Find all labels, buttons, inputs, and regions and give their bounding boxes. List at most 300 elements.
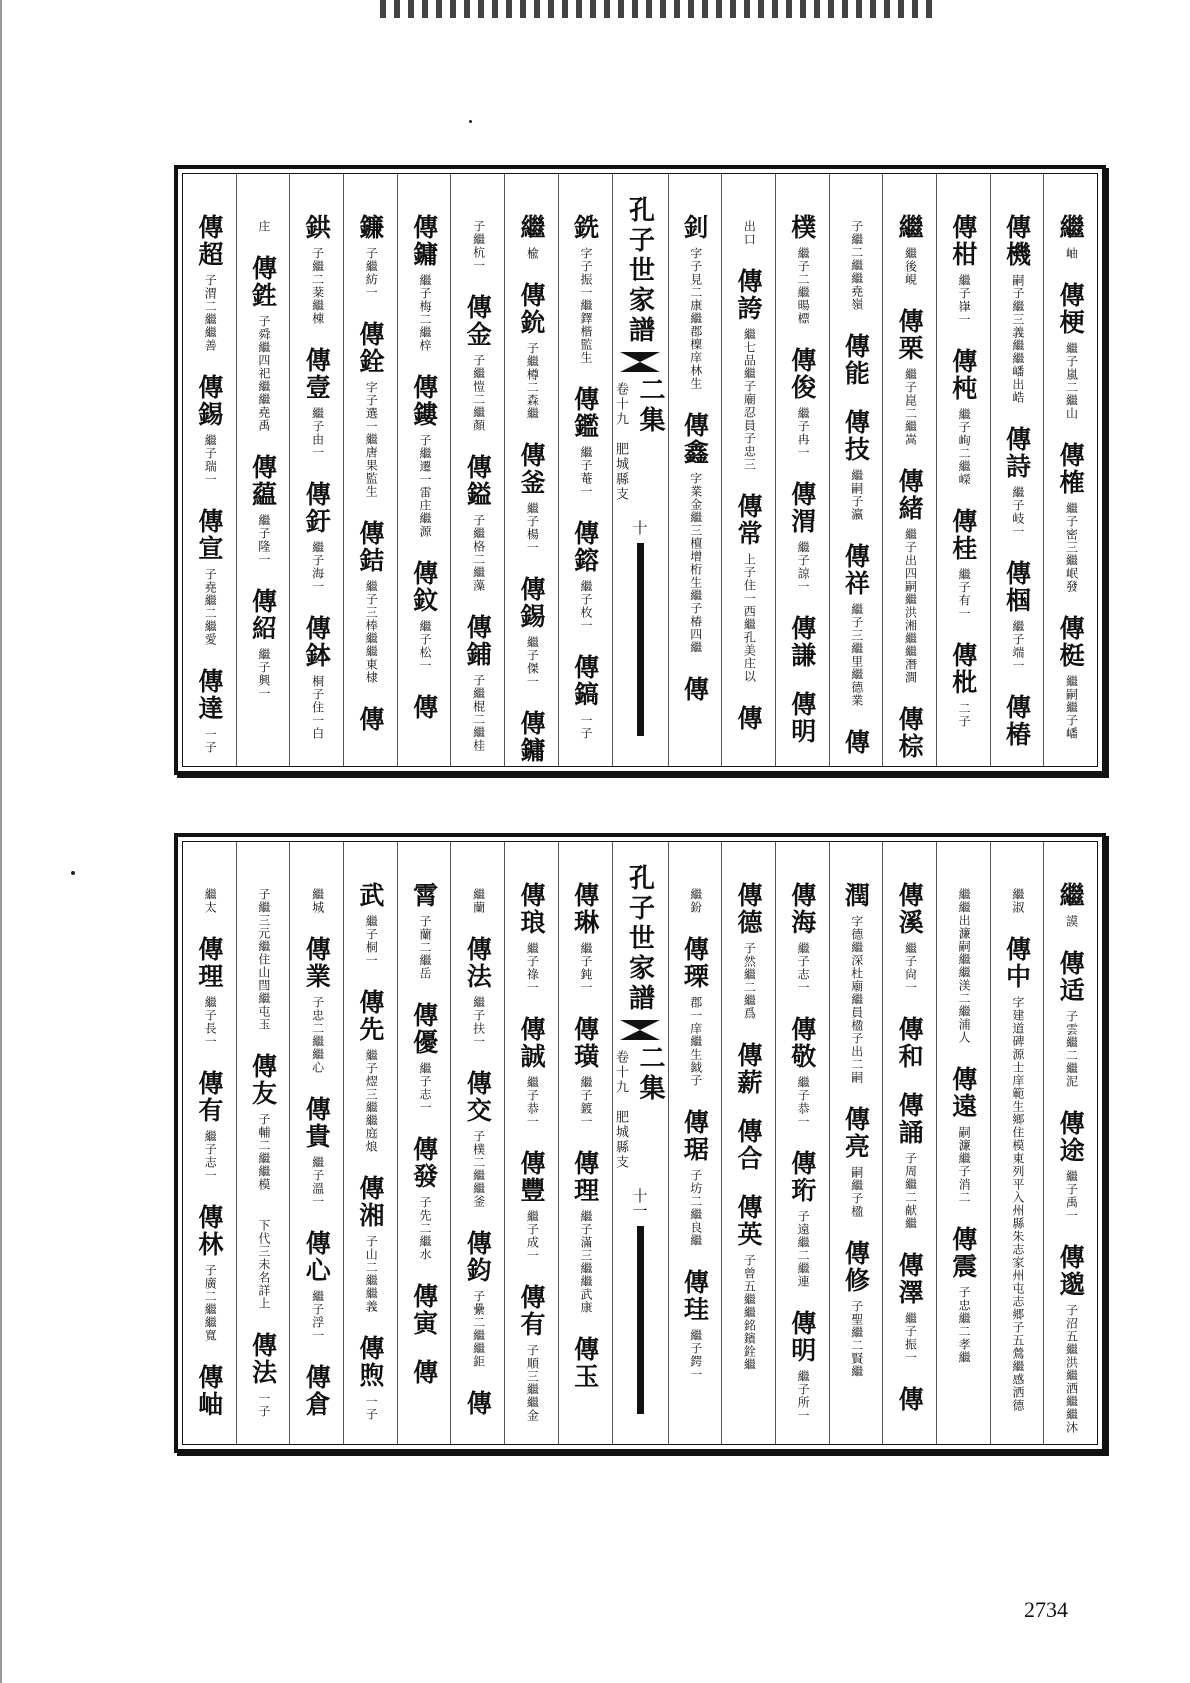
center-bar (637, 1226, 644, 1414)
entry-annotation: 桐子住一白 (310, 675, 325, 740)
genealogy-entry (841, 1240, 871, 1378)
entry-annotation: 繼子崑二繼嵩 (903, 368, 918, 446)
entry-annotation: 繼鈖 (688, 888, 703, 914)
genealogy-entry (463, 294, 493, 432)
header-row (612, 1044, 668, 1170)
entry-annotation: 楡 (525, 247, 540, 260)
entry-annotation: 繼後峴 (903, 247, 918, 286)
entry-annotation: 繼子二繼暘標 (796, 247, 811, 325)
entry-annotation: 繼子桐一 (364, 915, 379, 967)
entry-name: 傳梗 (1056, 282, 1086, 336)
entry-name: 傳銡 (355, 520, 385, 574)
entry-name: 傳錫 (516, 576, 546, 630)
entry-annotation: 繼嗣子瀛 (849, 469, 864, 521)
genealogy-page-upper (174, 165, 1106, 775)
genealogy-entry (1002, 426, 1032, 538)
entry-name: 傳珩 (787, 1150, 817, 1204)
genealogy-entry (787, 691, 817, 745)
genealogy-entry (787, 347, 817, 459)
entry-name: 傳紹 (248, 588, 278, 642)
entry-annotation: 繼嗣繼子嶓 (1064, 675, 1079, 740)
genealogy-entry (355, 520, 385, 684)
scan-edge (0, 0, 2, 1683)
entry-name: 傳琳 (570, 882, 600, 936)
genealogy-entry (895, 1016, 925, 1070)
entry-name: 傳湘 (355, 1175, 385, 1229)
genealogy-entry (194, 1364, 224, 1418)
entry-annotation: 子繼二繼繼堯嶺 (849, 220, 864, 311)
entry-annotation: 繼子海一 (310, 541, 325, 593)
entry-annotation: 繼子熤三繼繼庭烺 (364, 1049, 379, 1153)
genealogy-entry (355, 321, 385, 498)
header-row (612, 376, 668, 502)
genealogy-entry (680, 1109, 710, 1247)
genealogy-column (936, 842, 990, 1444)
genealogy-entry (1056, 882, 1086, 928)
genealogy-entry (463, 1390, 493, 1417)
entry-name: 傳交 (463, 1070, 493, 1124)
genealogy-entry (409, 214, 439, 352)
genealogy-entry (516, 1016, 546, 1128)
genealogy-entry (734, 705, 764, 732)
genealogy-entry (248, 1332, 278, 1418)
entry-name: 傳誦 (895, 1092, 925, 1146)
entry-name: 傳邈 (1056, 1244, 1086, 1298)
genealogy-entry (471, 214, 485, 272)
collection-number-bottom: 集 (635, 1074, 665, 1104)
genealogy-entry (841, 409, 871, 521)
genealogy-entry (516, 882, 546, 994)
entry-name: 傳鏞 (516, 710, 546, 764)
ink-speck (469, 120, 472, 123)
genealogy-entry (570, 214, 600, 364)
entry-name: 傳合 (734, 1118, 764, 1172)
entry-annotation: 嗣繼子楹 (849, 1166, 864, 1218)
entry-name: 傳栗 (895, 308, 925, 362)
genealogy-entry (1056, 442, 1086, 593)
collection-number-bottom: 集 (635, 406, 665, 436)
entry-name: 繼 (516, 214, 546, 241)
genealogy-entry (1056, 1110, 1086, 1222)
entry-annotation: 繼子浮一 (310, 1290, 325, 1342)
entry-annotation: 字建道碑源士庠範生鄉住模東列平入州縣朱志家州屯志郷子五鶯繼感洒德 (1010, 996, 1025, 1412)
entry-annotation: 繼城 (310, 888, 325, 914)
entry-annotation: 字德繼深杜廟繼員楹子出二嗣 (849, 915, 864, 1084)
genealogy-entry (516, 576, 546, 688)
genealogy-column (183, 174, 236, 766)
collection-number-top: 二 (635, 376, 665, 406)
entry-annotation: 繼子菴一 (579, 446, 594, 498)
genealogy-entry (841, 882, 871, 1084)
genealogy-entry (948, 642, 978, 728)
entry-annotation: 出口 (742, 220, 757, 246)
entry-annotation: 二子 (957, 702, 972, 728)
entry-annotation: 繼子滿三繼繼武康 (579, 1210, 594, 1314)
entry-annotation: 字子見二康繼郡檁庠林生 (688, 247, 703, 390)
genealogy-entry (680, 1269, 710, 1381)
entry-name: 傳亮 (841, 1106, 871, 1160)
entry-name: 傳先 (355, 989, 385, 1043)
genealogy-entry (463, 454, 493, 592)
entry-name: 傳适 (1056, 950, 1086, 1004)
entry-name: 傳理 (194, 936, 224, 990)
entry-annotation: 嗣子繼三義繼繼嶓出峼 (1010, 274, 1025, 404)
entry-name: 傳超 (194, 214, 224, 268)
genealogy-entry (409, 374, 439, 538)
genealogy-entry (570, 882, 600, 994)
entry-name: 傳杶 (948, 348, 978, 402)
genealogy-entry (516, 1284, 546, 1422)
genealogy-column (558, 174, 612, 766)
genealogy-entry (680, 936, 710, 1087)
entry-annotation: 繼子鍍一 (579, 1076, 594, 1128)
genealogy-entry (841, 543, 871, 707)
entry-name: 傳發 (409, 1136, 439, 1190)
genealogy-entry (409, 1283, 439, 1337)
entry-annotation: 子繼樽二森繼 (525, 342, 540, 420)
genealogy-entry (256, 214, 270, 233)
entry-name: 傳鑑 (570, 386, 600, 440)
book-title: 孔子世家譜 (624, 864, 655, 1014)
genealogy-entry (787, 615, 817, 669)
entry-name: 傳中 (1002, 936, 1032, 990)
page-number: 十一 (630, 1188, 649, 1218)
ink-speck (71, 871, 75, 875)
genealogy-entry (194, 1204, 224, 1342)
book-title: 孔子世家譜 (624, 196, 655, 346)
genealogy-entry (302, 936, 332, 1074)
entry-annotation: 子廣二繼繼寬 (203, 1264, 218, 1342)
genealogy-entry (570, 1336, 600, 1390)
entry-name: 傳 (895, 1386, 925, 1413)
entry-name: 繼 (1056, 882, 1086, 909)
entry-annotation: 子順三繼繼金 (525, 1344, 540, 1422)
entry-name: 傳銓 (355, 321, 385, 375)
genealogy-column (343, 842, 397, 1444)
genealogy-entry (1002, 694, 1032, 748)
genealogy-entry (570, 1016, 600, 1128)
fish-tail-mark (620, 1020, 660, 1040)
page-frame (182, 841, 1098, 1445)
genealogy-entry (1056, 1244, 1086, 1434)
genealogy-entry (688, 882, 702, 914)
entry-name: 傳琅 (516, 882, 546, 936)
branch-label: 肥城縣支 (613, 442, 628, 502)
entry-name: 霄 (409, 882, 439, 909)
entry-annotation: 繼子梅二繼梓 (417, 274, 432, 352)
genealogy-entry (248, 1053, 278, 1191)
genealogy-entry (302, 1230, 332, 1342)
entry-name: 傳 (355, 706, 385, 733)
genealogy-entry (1056, 214, 1086, 260)
genealogy-entry (248, 588, 278, 700)
entry-annotation: 字子振一繼鐸楷監生 (579, 247, 594, 364)
genealogy-column (183, 842, 236, 1444)
genealogy-column (450, 842, 504, 1444)
entry-name: 傳梃 (1056, 615, 1086, 669)
genealogy-entry (355, 989, 385, 1153)
entry-annotation: 繼七品繼子廟忍員子忠三 (742, 328, 757, 471)
genealogy-entry (302, 615, 332, 740)
entry-annotation: 子繼杭一 (471, 220, 486, 272)
entry-name: 傳敬 (787, 1016, 817, 1070)
genealogy-entry (302, 481, 332, 593)
entry-name: 傳明 (787, 1310, 817, 1364)
entry-annotation: 字業金繼三檀增桁生繼子椿四繼 (688, 472, 703, 654)
entry-name: 傳柑 (948, 214, 978, 268)
entry-name: 傳壹 (302, 347, 332, 401)
entry-name: 傳釪 (302, 481, 332, 535)
genealogy-entry (302, 214, 332, 325)
genealogy-entry (409, 1136, 439, 1261)
genealogy-entry (310, 882, 324, 914)
entry-annotation: 嗣濂繼子消二 (957, 1126, 972, 1204)
genealogy-entry (248, 454, 278, 566)
genealogy-entry (194, 936, 224, 1048)
genealogy-column (882, 174, 936, 766)
entry-annotation: 庄 (256, 220, 271, 233)
genealogy-entry (194, 508, 224, 646)
genealogy-entry (471, 882, 485, 914)
genealogy-entry (895, 1252, 925, 1364)
genealogy-entry (841, 333, 871, 387)
entry-name: 傳澤 (895, 1252, 925, 1306)
genealogy-entry (355, 214, 385, 299)
genealogy-entry (516, 442, 546, 554)
volume-label: 卷十九 (613, 382, 628, 427)
genealogy-entry (409, 1359, 439, 1386)
genealogy-entry (1056, 950, 1086, 1088)
genealogy-entry (948, 214, 978, 326)
entry-annotation: 繼子三繼里繼德業 (849, 603, 864, 707)
genealogy-entry (742, 214, 756, 246)
genealogy-column (236, 842, 290, 1444)
entry-annotation: 子先二繼水 (417, 1196, 432, 1261)
genealogy-column (289, 174, 343, 766)
entry-name: 傳震 (948, 1226, 978, 1280)
entry-name: 釗 (680, 214, 710, 241)
genealogy-column (829, 174, 883, 766)
entry-name: 傳薪 (734, 1042, 764, 1096)
genealogy-entry (680, 214, 710, 390)
entry-name: 潤 (841, 882, 871, 909)
genealogy-column (504, 842, 558, 1444)
entry-name: 傳溪 (895, 882, 925, 936)
genealogy-entry (248, 255, 278, 432)
genealogy-entry (734, 1194, 764, 1371)
genealogy-entry (1056, 615, 1086, 740)
entry-name: 傳俊 (787, 347, 817, 401)
genealogy-entry (302, 347, 332, 459)
entry-name: 傳琚 (680, 1109, 710, 1163)
entry-annotation: 繼蘭 (471, 888, 486, 914)
genealogy-column (504, 174, 558, 766)
center-bar (637, 543, 644, 736)
entry-name: 傳優 (409, 1002, 439, 1056)
genealogy-column (558, 842, 612, 1444)
branch-label: 肥城縣支 (613, 1110, 628, 1170)
entry-annotation: 繼子嵂一 (957, 274, 972, 326)
entry-annotation: 繼子瑞一 (203, 434, 218, 486)
entry-name: 傳遠 (948, 1066, 978, 1120)
entry-annotation: 子然繼二繼爲 (742, 942, 757, 1020)
entry-name: 傳玉 (570, 1336, 600, 1390)
entry-name: 繼 (1056, 214, 1086, 241)
entry-name: 銑 (570, 214, 600, 241)
entry-name: 傳技 (841, 409, 871, 463)
entry-annotation: 子周繼二献繼 (903, 1152, 918, 1230)
entry-annotation: 子繼愷二繼顏 (471, 354, 486, 432)
entry-name: 傳鎔 (570, 520, 600, 574)
genealogy-entry (680, 412, 710, 654)
entry-name: 傳有 (516, 1284, 546, 1338)
entry-name: 傳鉢 (302, 615, 332, 669)
genealogy-entry (516, 1150, 546, 1262)
genealogy-entry (734, 493, 764, 683)
genealogy-entry (841, 1106, 871, 1218)
entry-annotation: 子纍二繼繼鉅 (471, 1290, 486, 1368)
entry-name: 傳途 (1056, 1110, 1086, 1164)
volume-label: 卷十九 (613, 1050, 628, 1095)
entry-annotation: 謨 (1064, 915, 1079, 928)
genealogy-entry (570, 520, 600, 632)
entry-annotation: 下代三未名詳上 (256, 1219, 271, 1310)
genealogy-column (721, 842, 775, 1444)
genealogy-entry (895, 882, 925, 994)
fish-tail-mark (620, 352, 660, 372)
torn-top-strip (380, 0, 940, 18)
entry-annotation: 繼子岐一 (1010, 486, 1025, 538)
page-center-header (612, 842, 668, 1444)
entry-name: 傳鈫 (409, 560, 439, 614)
genealogy-entry (194, 1070, 224, 1182)
entry-annotation: 繼子松一 (417, 620, 432, 672)
entry-name: 繼 (895, 214, 925, 241)
genealogy-column (668, 842, 722, 1444)
entry-annotation: 一子 (579, 714, 594, 740)
entry-name: 傳鎰 (463, 454, 493, 508)
genealogy-entry (895, 214, 925, 286)
entry-annotation: 繼子楊一 (525, 502, 540, 554)
entry-annotation: 子堯繼二繼愛 (203, 568, 218, 646)
entry-name: 傳能 (841, 333, 871, 387)
entry-name: 傳業 (302, 936, 332, 990)
entry-annotation: 子繼格二繼藻 (471, 514, 486, 592)
genealogy-column (775, 174, 829, 766)
genealogy-column (990, 842, 1044, 1444)
entry-annotation: 子曾五繼繼銘鑌銓繼 (742, 1254, 757, 1371)
entry-name: 傳英 (734, 1194, 764, 1248)
genealogy-entry (463, 1230, 493, 1368)
genealogy-column (721, 174, 775, 766)
collection-number (632, 1044, 668, 1104)
entry-annotation: 子繼三元繼住山閆繼屯玉 (256, 888, 271, 1031)
entry-annotation: 繼子端一 (1010, 620, 1025, 672)
entry-annotation: 繼淑 (1010, 888, 1025, 914)
genealogy-entry (734, 268, 764, 471)
entry-annotation: 繼子長一 (203, 996, 218, 1048)
entry-annotation: 字子選一繼唐果監生 (364, 381, 379, 498)
genealogy-entry (570, 1150, 600, 1314)
collection-number-top: 二 (635, 1044, 665, 1074)
genealogy-column (397, 174, 451, 766)
entry-name: 傳宣 (194, 508, 224, 562)
entry-name: 傳鈗 (516, 282, 546, 336)
genealogy-entry (1002, 560, 1032, 672)
genealogy-column (397, 842, 451, 1444)
entry-name: 傳枇 (948, 642, 978, 696)
entry-name: 傳法 (248, 1332, 278, 1386)
entry-name: 傳桂 (948, 508, 978, 562)
entry-name: 傳釜 (516, 442, 546, 496)
entry-annotation: 繼子志一 (203, 1130, 218, 1182)
entry-name: 傳明 (787, 691, 817, 745)
genealogy-entry (409, 560, 439, 672)
entry-annotation: 繼子祿一 (525, 942, 540, 994)
genealogy-entry (734, 1042, 764, 1096)
collection-number (632, 376, 668, 436)
entry-annotation: 子雲繼二繼泥 (1064, 1010, 1079, 1088)
genealogy-column (236, 174, 290, 766)
entry-name: 傳岫 (194, 1364, 224, 1418)
genealogy-entry (895, 308, 925, 446)
entry-annotation: 繼子隆一 (256, 514, 271, 566)
entry-name: 傳詩 (1002, 426, 1032, 480)
genealogy-entry (302, 1096, 332, 1208)
entry-annotation: 繼子鍔一 (688, 1329, 703, 1381)
entry-annotation: 子繼二棻繼棟 (310, 247, 325, 325)
entry-annotation: 子繼遷一雷庄繼源 (417, 434, 432, 538)
genealogy-entry (787, 1150, 817, 1288)
entry-name: 鐮 (355, 214, 385, 241)
entry-annotation: 繼子嵐二繼山 (1064, 342, 1079, 420)
entry-name: 鉷 (302, 214, 332, 241)
entry-name: 傳瑮 (680, 936, 710, 990)
entry-annotation: 子舜繼四祀繼繼堯禹 (256, 315, 271, 432)
entry-name: 傳鉎 (248, 255, 278, 309)
entry-name: 傳倉 (302, 1364, 332, 1418)
genealogy-entry (948, 1226, 978, 1364)
entry-name: 傳林 (194, 1204, 224, 1258)
entry-annotation: 繼子振一 (903, 1312, 918, 1364)
entry-annotation: 子樸二繼繼釜 (471, 1130, 486, 1208)
entry-name: 傳榷 (1056, 442, 1086, 496)
entry-annotation: 郡一庠繼生鉞子 (688, 996, 703, 1087)
entry-annotation: 繼子尙一 (903, 942, 918, 994)
entry-name: 傳鎬 (570, 654, 600, 708)
volume-branch (612, 376, 631, 502)
entry-annotation: 上子住一西繼孔美庄以 (742, 553, 757, 683)
genealogy-entry (302, 1364, 332, 1418)
genealogy-entry (787, 1310, 817, 1422)
genealogy-entry (463, 936, 493, 1048)
entry-annotation: 繼子密三繼岷發 (1064, 502, 1079, 593)
entry-annotation: 子聖繼二賢繼 (849, 1300, 864, 1378)
entry-annotation: 繼子興一 (256, 648, 271, 700)
entry-annotation: 子渭二繼繼善 (203, 274, 218, 352)
page-center-header (612, 174, 668, 766)
entry-annotation: 繼太 (203, 888, 218, 914)
entry-annotation: 繼子恭一 (525, 1076, 540, 1128)
genealogy-entry (194, 374, 224, 486)
entry-annotation: 繼子傑一 (525, 636, 540, 688)
entry-name: 傳誠 (516, 1016, 546, 1070)
genealogy-column (990, 174, 1044, 766)
entry-name: 傳誇 (734, 268, 764, 322)
entry-annotation: 繼子諒一 (796, 541, 811, 593)
entry-name: 傳祥 (841, 543, 871, 597)
genealogy-entry (895, 706, 925, 760)
